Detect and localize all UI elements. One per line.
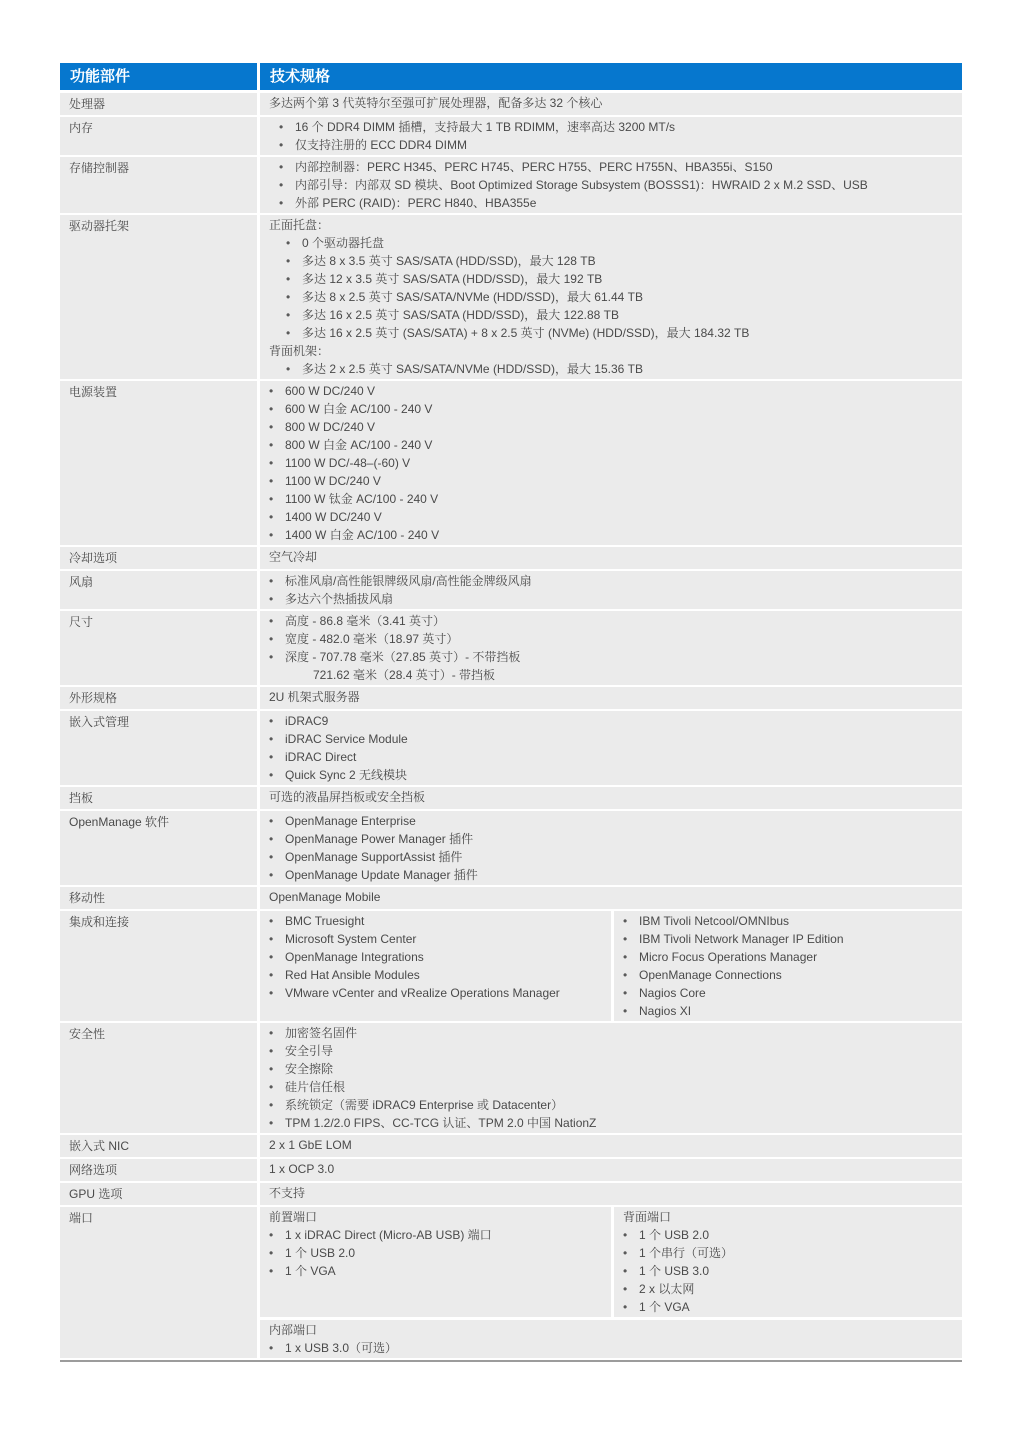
spec-value-ports [260, 1207, 962, 1358]
list-item: • IBM Tivoli Netcool/OMNIbus [623, 912, 953, 930]
spec-row-dimensions [60, 611, 962, 685]
list-item: • 内部引导：内部双 SD 模块、Boot Optimized Storage Subsystem (BOSSS1)：HWRAID 2 x M.2 SSD、USB [279, 176, 953, 194]
list-item: • OpenManage Integrations [269, 948, 602, 966]
feature-label-memory: 内存 [60, 117, 257, 155]
spec-value-network: 1 x OCP 3.0 [260, 1159, 962, 1181]
front-ports-column [260, 1207, 611, 1317]
integrations-left-list [269, 912, 602, 1002]
feature-label-ports: 端口 [60, 1207, 257, 1358]
memory-list [279, 118, 953, 154]
list-item: • 安全引导 [269, 1042, 953, 1060]
list-item: • 多达 16 x 2.5 英寸 (SAS/SATA) + 8 x 2.5 英寸 (NVMe) (HDD/SSD)，最大 184.32 TB [286, 324, 953, 342]
spec-row-memory [60, 117, 962, 155]
spec-value-cooling: 空气冷却 [260, 547, 962, 569]
feature-label-mobility: 移动性 [60, 887, 257, 909]
list-item: • 1 x iDRAC Direct (Micro-AB USB) 端口 [269, 1226, 602, 1244]
spec-value-mobility: OpenManage Mobile [260, 887, 962, 909]
list-item: • Nagios Core [623, 984, 953, 1002]
integrations-left-column [260, 911, 611, 1021]
list-item: • OpenManage Connections [623, 966, 953, 984]
list-item: • 安全擦除 [269, 1060, 953, 1078]
spec-value-embedded-nic: 2 x 1 GbE LOM [260, 1135, 962, 1157]
internal-ports-heading: 内部端口 [269, 1323, 318, 1337]
list-item: • 600 W 白金 AC/100 - 240 V [269, 400, 953, 418]
list-item: • Nagios XI [623, 1002, 953, 1020]
spec-value-storage [260, 157, 962, 213]
spec-value-integrations [260, 911, 962, 1021]
list-item: • OpenManage Power Manager 插件 [269, 830, 953, 848]
feature-label-openmanage: OpenManage 软件 [60, 811, 257, 885]
spec-value-power [260, 381, 962, 545]
list-item: • 800 W DC/240 V [269, 418, 953, 436]
list-item: • 仅支持注册的 ECC DDR4 DIMM [279, 136, 953, 154]
list-item: • BMC Truesight [269, 912, 602, 930]
list-item: • TPM 1.2/2.0 FIPS、CC-TCG 认证、TPM 2.0 中国 NationZ [269, 1114, 953, 1132]
list-item: • 1 个串行（可选） [623, 1244, 953, 1262]
spec-value-security [260, 1023, 962, 1133]
integrations-right-list [623, 912, 953, 1020]
front-ports-list [269, 1226, 602, 1280]
front-ports-heading: 前置端口 [269, 1210, 318, 1224]
spec-row-bezel [60, 787, 962, 809]
list-item: • 外部 PERC (RAID)：PERC H840、HBA355e [279, 194, 953, 212]
list-item: • iDRAC Service Module [269, 730, 953, 748]
spec-row-network [60, 1159, 962, 1181]
list-item: • OpenManage SupportAssist 插件 [269, 848, 953, 866]
list-item: • IBM Tivoli Network Manager IP Edition [623, 930, 953, 948]
feature-label-processor: 处理器 [60, 93, 257, 115]
spec-row-mobility [60, 887, 962, 909]
spec-row-power [60, 381, 962, 545]
list-item: • iDRAC Direct [269, 748, 953, 766]
list-item: • 800 W 白金 AC/100 - 240 V [269, 436, 953, 454]
list-item: • 内部控制器：PERC H345、PERC H745、PERC H755、PERC H755N、HBA355i、S150 [279, 158, 953, 176]
ports-top-section [260, 1207, 962, 1317]
feature-label-fans: 风扇 [60, 571, 257, 609]
feature-label-form-factor: 外形规格 [60, 687, 257, 709]
list-item: • Microsoft System Center [269, 930, 602, 948]
list-item: • iDRAC9 [269, 712, 953, 730]
feature-label-security: 安全性 [60, 1023, 257, 1133]
list-item: • OpenManage Update Manager 插件 [269, 866, 953, 884]
spec-row-integrations [60, 911, 962, 1021]
spec-row-cooling [60, 547, 962, 569]
header-feature-column: 功能部件 [60, 63, 257, 90]
list-item: • 宽度 - 482.0 毫米（18.97 英寸） [269, 630, 953, 648]
spec-row-form-factor [60, 687, 962, 709]
header-spec-column: 技术规格 [260, 63, 962, 90]
feature-label-drive-bays: 驱动器托架 [60, 215, 257, 379]
depth-continuation: 721.62 毫米（28.4 英寸）- 带挡板 [313, 668, 496, 682]
spec-row-drive-bays [60, 215, 962, 379]
list-item: • 深度 - 707.78 毫米（27.85 英寸）- 不带挡板 [269, 648, 953, 666]
list-item: • 1 个 VGA [623, 1298, 953, 1316]
spec-value-fans [260, 571, 962, 609]
list-item: • 1400 W 白金 AC/100 - 240 V [269, 526, 953, 544]
security-list [269, 1024, 953, 1132]
feature-label-bezel: 挡板 [60, 787, 257, 809]
list-item: • 标准风扇/高性能银牌级风扇/高性能金牌级风扇 [269, 572, 953, 590]
list-item: • Micro Focus Operations Manager [623, 948, 953, 966]
list-item: • 多达 12 x 3.5 英寸 SAS/SATA (HDD/SSD)，最大 192 TB [286, 270, 953, 288]
spec-row-security [60, 1023, 962, 1133]
list-item: • 多达 16 x 2.5 英寸 SAS/SATA (HDD/SSD)，最大 122.88 TB [286, 306, 953, 324]
list-item: • 1100 W DC/240 V [269, 472, 953, 490]
list-item: • 硅片信任根 [269, 1078, 953, 1096]
spec-value-drive-bays [260, 215, 962, 379]
spec-table [60, 63, 962, 1362]
rear-ports-heading: 背面端口 [623, 1210, 672, 1224]
list-item: • 2 x 以太网 [623, 1280, 953, 1298]
feature-label-embedded-mgmt: 嵌入式管理 [60, 711, 257, 785]
feature-label-network: 网络选项 [60, 1159, 257, 1181]
spec-value-bezel: 可选的液晶屏挡板或安全挡板 [260, 787, 962, 809]
list-item: • Quick Sync 2 无线模块 [269, 766, 953, 784]
list-item: • 0 个驱动器托盘 [286, 234, 953, 252]
list-item: • Red Hat Ansible Modules [269, 966, 602, 984]
spec-value-memory [260, 117, 962, 155]
spec-value-form-factor: 2U 机架式服务器 [260, 687, 962, 709]
spec-row-gpu [60, 1183, 962, 1205]
list-item: • 加密签名固件 [269, 1024, 953, 1042]
power-list [269, 382, 953, 544]
spec-row-openmanage [60, 811, 962, 885]
list-item: • 系统锁定（需要 iDRAC9 Enterprise 或 Datacenter） [269, 1096, 953, 1114]
list-item: • 1 个 USB 3.0 [623, 1262, 953, 1280]
spec-row-embedded-mgmt [60, 711, 962, 785]
list-item: • 多达 2 x 2.5 英寸 SAS/SATA/NVMe (HDD/SSD)，最大 15.36 TB [286, 360, 953, 378]
spec-row-embedded-nic [60, 1135, 962, 1157]
rear-ports-list [623, 1226, 953, 1316]
list-item: • 1400 W DC/240 V [269, 508, 953, 526]
feature-label-storage: 存储控制器 [60, 157, 257, 213]
feature-label-gpu: GPU 选项 [60, 1183, 257, 1205]
spec-value-dimensions [260, 611, 962, 685]
dimensions-list [269, 612, 953, 666]
spec-row-ports [60, 1207, 962, 1358]
front-bays-list [286, 234, 953, 342]
spec-row-fans [60, 571, 962, 609]
feature-label-dimensions: 尺寸 [60, 611, 257, 685]
spec-value-embedded-mgmt [260, 711, 962, 785]
internal-ports-section [260, 1317, 962, 1358]
feature-label-integrations: 集成和连接 [60, 911, 257, 1021]
fans-list [269, 572, 953, 608]
embedded-mgmt-list [269, 712, 953, 784]
list-item: • 多达 8 x 2.5 英寸 SAS/SATA/NVMe (HDD/SSD)，最大 61.44 TB [286, 288, 953, 306]
list-item: • OpenManage Enterprise [269, 812, 953, 830]
spec-row-storage [60, 157, 962, 213]
feature-label-power: 电源装置 [60, 381, 257, 545]
list-item: • 16 个 DDR4 DIMM 插槽，支持最大 1 TB RDIMM，速率高达 3200 MT/s [279, 118, 953, 136]
list-item: • 600 W DC/240 V [269, 382, 953, 400]
list-item: • 1100 W DC/-48–(-60) V [269, 454, 953, 472]
list-item: • 1 个 USB 2.0 [623, 1226, 953, 1244]
spec-value-openmanage [260, 811, 962, 885]
list-item: • 1 x USB 3.0（可选） [269, 1339, 953, 1357]
rear-bays-heading: 背面机架： [269, 344, 330, 358]
list-item: • 1 个 USB 2.0 [269, 1244, 602, 1262]
rear-ports-column [611, 1207, 962, 1317]
feature-label-cooling: 冷却选项 [60, 547, 257, 569]
feature-label-embedded-nic: 嵌入式 NIC [60, 1135, 257, 1157]
list-item: • 1100 W 钛金 AC/100 - 240 V [269, 490, 953, 508]
internal-ports-list [269, 1339, 953, 1357]
list-item: • VMware vCenter and vRealize Operations Manager [269, 984, 602, 1002]
list-item: • 多达 8 x 3.5 英寸 SAS/SATA (HDD/SSD)，最大 128 TB [286, 252, 953, 270]
table-header [60, 63, 962, 90]
spec-value-gpu: 不支持 [260, 1183, 962, 1205]
spec-row-processor [60, 93, 962, 115]
front-bays-heading: 正面托盘： [269, 218, 330, 232]
spec-value-processor: 多达两个第 3 代英特尔至强可扩展处理器，配备多达 32 个核心 [260, 93, 962, 115]
storage-list [279, 158, 953, 212]
integrations-right-column [611, 911, 962, 1021]
list-item: • 多达六个热插拔风扇 [269, 590, 953, 608]
list-item: • 高度 - 86.8 毫米（3.41 英寸） [269, 612, 953, 630]
list-item: • 1 个 VGA [269, 1262, 602, 1280]
openmanage-list [269, 812, 953, 884]
rear-bays-list [286, 360, 953, 378]
